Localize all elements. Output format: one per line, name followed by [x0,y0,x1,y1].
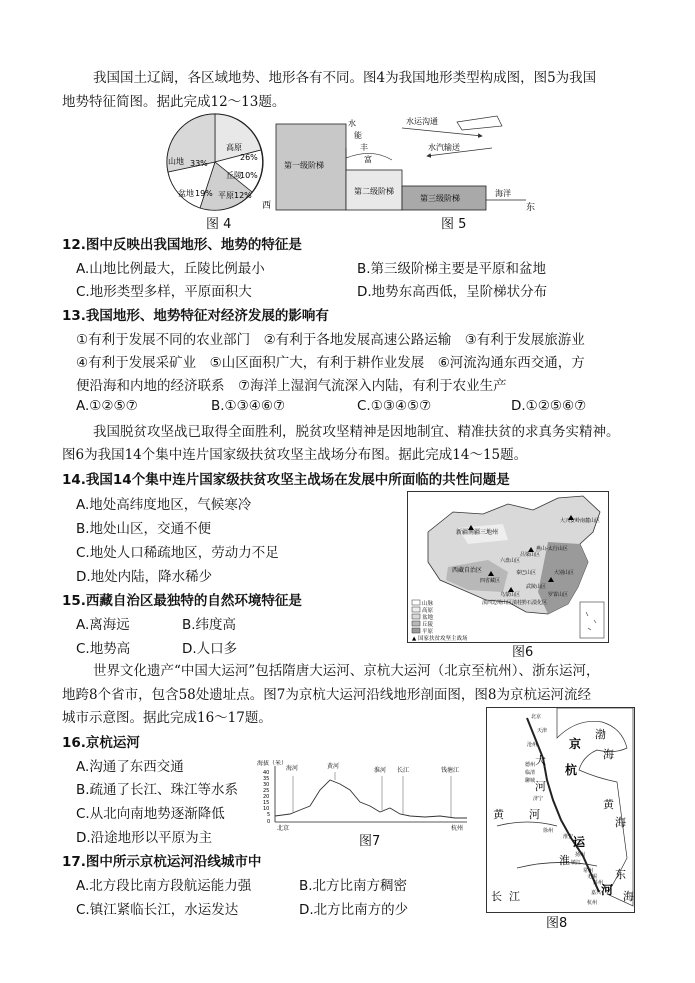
east-label: 东 [526,203,536,213]
option-a[interactable]: A.沟通了东西交通 [76,759,184,775]
option-b[interactable]: B.纬度高 [182,617,237,633]
vapor-label: 水汽输送 [428,143,460,152]
city-label: 天津 [537,728,548,734]
option-d[interactable]: D.人口多 [182,641,238,657]
option-a[interactable]: A.北方段比南方段航运能力强 [76,878,252,894]
option-b[interactable]: B.疏通了长江、珠江等水系 [76,782,239,798]
question-13: 13.我国地形、地势特征对经济发展的影响有 [62,308,329,324]
legend-item: 盆地 [422,615,434,621]
city-label: 嘉兴 [591,890,602,896]
map-label: 杭 [565,763,578,777]
y-tick: 0 [267,819,271,825]
intro-line: 我国国土辽阔，各区域地势、地形各有不同。图4为我国地形类型构成图，图5为我国 [93,70,597,86]
region-label: 四省藏区 [480,578,501,584]
city-label: 北京 [531,714,542,720]
river-label: 淮河 [374,767,387,774]
map-label: 大 [535,754,546,767]
step3-label: 第三级阶梯 [420,194,460,203]
intro-line: 世界文化遗产“中国大运河”包括隋唐大运河、京杭大运河（北京至杭州）、浙东运河， [93,663,600,679]
end-label: 杭州 [451,825,464,832]
river-label: 黄河 [327,763,340,770]
basin-pct: 19% [195,189,213,198]
river-label: 钱塘江 [441,767,460,774]
hydro-char: 水 [348,119,356,128]
question-16: 16.京杭运河 [62,735,140,751]
mountain-pct: 33% [190,159,208,168]
river-label: 河 [529,808,540,821]
figure-8-caption: 图8 [546,916,568,931]
city-label: 杭州 [587,900,598,906]
intro-line: 城市示意图。据此完成16～17题。 [62,710,272,726]
city-label: 沧州 [527,742,538,748]
option-b[interactable]: B.北方比南方稠密 [299,878,408,894]
y-tick: 25 [263,788,270,794]
legend-item: 丘陵 [422,622,434,628]
step2-label: 第二级阶梯 [354,187,394,196]
option-d[interactable]: D.地处内陆，降水稀少 [76,569,213,585]
figure-8 [486,707,635,913]
plain-label: 平原 [218,191,234,200]
hills-pct: 10% [240,171,258,180]
y-tick: 30 [263,782,270,788]
region-label: 西藏自治区 [452,567,483,574]
figure-4 [160,112,270,212]
map-label: 河 [601,883,614,897]
region-label: 六盘山区 [500,558,521,564]
sea-label: 海 [623,890,634,903]
y-tick: 5 [267,812,271,818]
city-label: 济宁 [533,796,544,802]
region-label: 滇西边境山区 [482,600,513,606]
intro-line: 地跨8个省市，包含58处遗址点。图7为京杭大运河沿线地形剖面图，图8为京杭运河流经 [62,687,591,703]
city-label: 苏州 [593,880,604,886]
city-label: 淮安 [563,834,574,840]
city-label: 扬州 [575,852,586,858]
city-label: 聊城 [525,778,536,784]
region-label: 乌蒙山区 [500,592,521,598]
option-a[interactable]: A.地处高纬度地区，气候寒冷 [76,497,252,513]
region-label: 燕山-太行山区 [536,546,568,552]
figure-5 [262,108,536,214]
option-d[interactable]: D.沿途地形以平原为主 [76,830,213,846]
region-label: 滇桂黔石漠化区 [512,600,548,606]
y-tick: 35 [263,776,270,782]
region-label: 秦巴山区 [516,570,537,576]
question-15: 15.西藏自治区最独特的自然环境特征是 [62,593,302,609]
option-a[interactable]: A.①②⑤⑦ [76,398,138,414]
shipping-label: 水运沟通 [406,117,438,126]
ocean-label: 海洋 [495,189,511,198]
statement-line: ④有利于发展采矿业 ⑤山区面积广大，有利于耕作业发展 ⑥河流沟通东西交通，方 [76,355,585,371]
option-c[interactable]: C.①③④⑤⑦ [357,398,432,414]
plateau-label: 高原 [226,143,242,152]
sea-label: 渤 [595,728,606,741]
hydro-char: 能 [354,131,362,140]
option-b[interactable]: B.①③④⑥⑦ [211,398,286,414]
city-label: 无锡 [587,874,598,880]
west-label: 西 [262,201,272,211]
region-label: 新疆南疆三地州 [456,529,499,536]
figure-7 [255,760,475,832]
y-tick: 40 [263,770,270,776]
y-axis-label: 海拔（米） [257,760,288,767]
option-a[interactable]: A.离海远 [76,617,130,633]
city-label: 徐州 [543,828,554,834]
question-12: 12.图中反映出我国地形、地势的特征是 [62,237,302,253]
sea-label: 海 [603,748,614,761]
option-b[interactable]: B.第三级阶梯主要是平原和盆地 [357,261,547,277]
option-a[interactable]: A.山地比例最大，丘陵比例最小 [76,261,265,277]
sea-label: 黄 [603,798,614,811]
map-label: 运 [573,835,586,849]
y-tick: 20 [263,794,270,800]
intro-line: 图6为我国14个集中连片国家级扶贫攻坚主战场分布图。据此完成14～15题。 [62,447,528,463]
region-label: 大兴安岭南麓山区 [560,518,601,524]
statement-line: ①有利于发展不同的农业部门 ②有利于各地发展高速公路运输 ③有利于发展旅游业 [76,332,585,348]
option-c[interactable]: C.地势高 [76,641,131,657]
river-label: 长江 [397,767,410,774]
hydro-char: 富 [364,155,372,164]
city-label: 常州 [583,868,594,874]
plain-pct: 12% [234,191,252,200]
sea-label: 海 [615,816,626,829]
region-label: 武陵山区 [526,584,547,590]
y-tick: 10 [263,806,270,812]
question-17: 17.图中所示京杭运河沿线城市中 [62,854,262,870]
option-d[interactable]: D.北方比南方的少 [299,902,409,918]
region-label: 吕梁山区 [520,552,541,558]
y-tick: 15 [263,800,270,806]
city-label: 德州 [525,762,536,768]
river-label: 黄 [493,808,504,821]
plateau-pct: 26% [240,153,258,162]
option-b[interactable]: B.地处山区，交通不便 [76,521,212,537]
legend-item: 山脉 [422,601,434,607]
river-label: 海河 [286,765,299,772]
option-d[interactable]: D.地势东高西低，呈阶梯状分布 [357,284,548,300]
option-d[interactable]: D.①②⑤⑥⑦ [511,398,587,414]
river-label: 江 [509,890,520,903]
river-label: 淮 [559,854,570,867]
step1-label: 第一级阶梯 [284,161,324,170]
figure-7-caption: 图7 [359,834,381,849]
figure-6 [407,491,609,643]
legend-item: 平原 [422,629,434,635]
mountain-label: 山地 [168,157,184,166]
question-14: 14.我国14个集中连片国家级扶贫攻坚主战场在发展中所面临的共性问题是 [62,472,510,488]
region-label: 大别山区 [554,570,575,576]
option-c[interactable]: C.从北向南地势逐渐降低 [76,806,225,822]
city-label: 镇江 [571,860,582,866]
region-label: 罗霄山区 [548,592,569,598]
figure-6-caption: 图6 [512,645,534,660]
option-c[interactable]: C.镇江紧临长江，水运发达 [76,902,239,918]
start-label: 北京 [277,825,290,832]
figure-5-caption: 图 5 [441,217,467,232]
option-c[interactable]: C.地处人口稀疏地区，劳动力不足 [76,545,279,561]
hills-label: 丘陵 [226,171,242,180]
intro-line: 我国脱贫攻坚战已取得全面胜利，脱贫攻坚精神是因地制宜、精准扶贫的求真务实精神。 [93,424,620,440]
sea-label: 东 [615,868,626,881]
map-label: 河 [535,780,546,793]
city-label: 临清 [525,770,536,776]
figure-4-caption: 图 4 [206,217,232,232]
statement-line: 便沿海和内地的经济联系 ⑦海洋上湿润气流深入内陆，有利于农业生产 [76,378,507,394]
river-label: 长 [491,890,502,903]
intro-line: 地势特征简图。据此完成12～13题。 [62,94,286,110]
basin-label: 盆地 [178,189,194,198]
option-c[interactable]: C.地形类型多样，平原面积大 [76,284,252,300]
legend-item: 高原 [422,608,434,614]
hydro-char: 丰 [360,143,368,152]
map-label: 京 [569,737,582,751]
legend-note: ▲ 国家扶贫攻坚主战场 [412,636,468,642]
